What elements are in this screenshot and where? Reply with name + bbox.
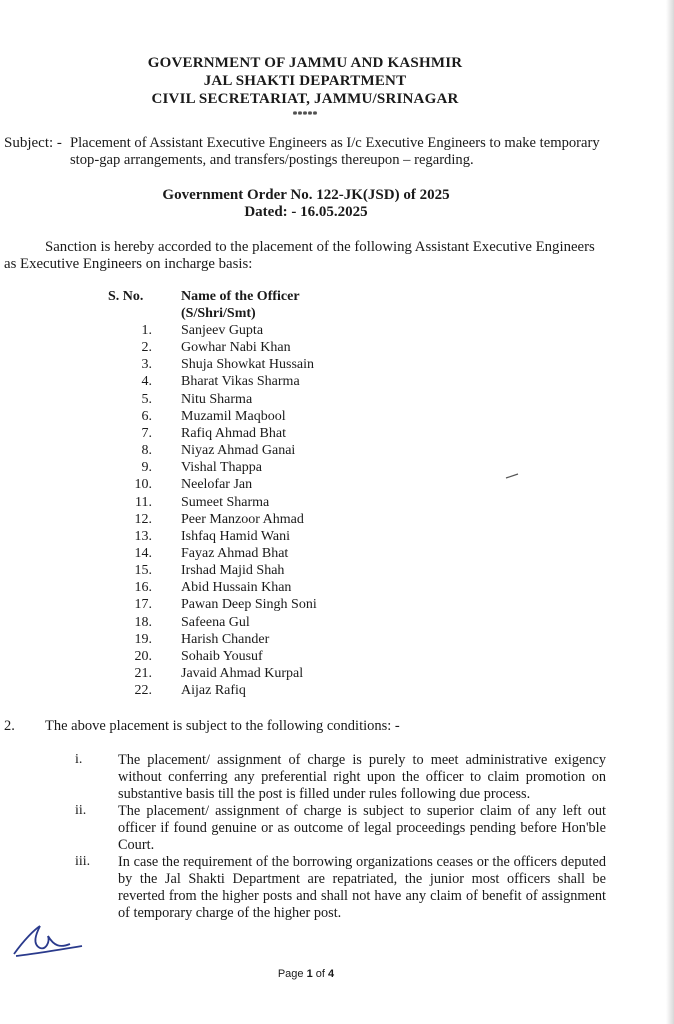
- header-government: GOVERNMENT OF JAMMU AND KASHMIR: [147, 55, 463, 71]
- officer-name: Nitu Sharma: [181, 391, 253, 407]
- officer-name: Abid Hussain Khan: [181, 580, 292, 596]
- condition-3-text: In case the requirement of the borrowing organizations ceases or the officers deputed by the Jal Shakti Department are repatriated, the junior most officers shall be reverted from the higher posts and shall not have any claim of benefit of assignment of temporary charge of the higher post.: [118, 854, 606, 921]
- officer-name: Aijaz Rafiq: [181, 683, 246, 699]
- officer-name: Harish Chander: [181, 631, 270, 647]
- order-number: Government Order No. 122-JK(JSD) of 2025: [162, 187, 450, 203]
- officer-row: [100, 665, 430, 682]
- officer-row: [100, 373, 430, 390]
- table-header-sno: S. No.: [108, 289, 144, 304]
- officer-row: [100, 391, 430, 408]
- officer-row: [100, 528, 430, 545]
- header-department: JAL SHAKTI DEPARTMENT: [203, 73, 407, 89]
- signature-mark: [10, 918, 90, 963]
- officer-name: Niyaz Ahmad Ganai: [181, 443, 296, 459]
- officer-name: Fayaz Ahmad Bhat: [181, 545, 289, 561]
- officer-serial: 8.: [141, 443, 152, 459]
- page-footer: [0, 968, 612, 980]
- officer-name: Sanjeev Gupta: [181, 323, 264, 338]
- officer-serial: 20.: [134, 648, 152, 664]
- officer-serial: 14.: [134, 545, 152, 561]
- officer-name: Javaid Ahmad Kurpal: [181, 666, 304, 681]
- para-2-text: The above placement is subject to the following conditions: -: [45, 718, 400, 734]
- officer-name: Neelofar Jan: [181, 477, 253, 493]
- subject-line-1: Placement of Assistant Executive Engineers as I/c Executive Engineers to make temporary: [70, 135, 600, 151]
- table-header-name: Name of the Officer: [181, 289, 300, 304]
- condition-3-number: iii.: [75, 854, 91, 869]
- officer-name: Rafiq Ahmad Bhat: [181, 425, 286, 441]
- officer-serial: 15.: [134, 563, 152, 579]
- officer-row: [100, 596, 430, 613]
- officer-serial: 22.: [134, 683, 152, 699]
- footer-page-current: 1: [306, 968, 313, 980]
- officer-row: [100, 648, 430, 665]
- officer-serial: 19.: [134, 631, 152, 647]
- officer-serial: 6.: [141, 408, 152, 424]
- officer-row: [100, 408, 430, 425]
- officer-name: Irshad Majid Shah: [181, 563, 285, 579]
- officer-serial: 13.: [134, 528, 152, 544]
- officer-serial: 5.: [141, 391, 152, 407]
- officer-row: [100, 425, 430, 442]
- officer-serial: 12.: [134, 511, 152, 527]
- officer-serial: 3.: [141, 357, 152, 373]
- officer-row: [100, 459, 430, 476]
- officer-row: [100, 545, 430, 562]
- officer-name: Bharat Vikas Sharma: [181, 374, 300, 390]
- officer-row: [100, 356, 430, 373]
- officer-name: Sohaib Yousuf: [181, 648, 263, 664]
- officer-name: Shuja Showkat Hussain: [181, 357, 314, 373]
- officer-name: Peer Manzoor Ahmad: [181, 511, 304, 527]
- officer-serial: 17.: [134, 597, 152, 613]
- footer-of-word: of: [315, 968, 325, 980]
- officer-row: [100, 614, 430, 631]
- officer-row: [100, 511, 430, 528]
- officer-serial: 21.: [134, 666, 152, 681]
- officer-serial: 10.: [134, 477, 152, 493]
- pen-mark: [505, 472, 519, 480]
- officer-row: [100, 339, 430, 356]
- officer-row: [100, 476, 430, 493]
- officer-row: [100, 442, 430, 459]
- subject-label: Subject: -: [4, 135, 62, 151]
- officer-row: [100, 631, 430, 648]
- subject-line-2: stop-gap arrangements, and transfers/postings thereupon – regarding.: [70, 152, 474, 168]
- officer-name: Safeena Gul: [181, 614, 250, 630]
- officer-serial: 11.: [135, 494, 152, 510]
- header-secretariat: CIVIL SECRETARIAT, JAMMU/SRINAGAR: [151, 91, 459, 107]
- condition-1-number: i.: [75, 752, 83, 767]
- officer-name: Ishfaq Hamid Wani: [181, 528, 291, 544]
- condition-2-number: ii.: [75, 803, 87, 818]
- officer-name: Sumeet Sharma: [181, 494, 270, 510]
- order-date: Dated: - 16.05.2025: [244, 204, 368, 220]
- footer-page-word: Page: [277, 968, 304, 980]
- table-header-name-sub: (S/Shri/Smt): [181, 306, 256, 321]
- header-stars: *****: [292, 110, 318, 121]
- officer-serial: 18.: [134, 614, 152, 630]
- page-edge-shadow: [666, 0, 674, 1024]
- officer-name: Pawan Deep Singh Soni: [181, 597, 317, 613]
- officer-row: [100, 494, 430, 511]
- officer-serial: 1.: [141, 323, 152, 338]
- footer-page-total: 4: [328, 968, 335, 980]
- officer-row: [100, 579, 430, 596]
- intro-line-2: as Executive Engineers on incharge basis:: [4, 256, 253, 272]
- officer-name: Muzamil Maqbool: [181, 408, 286, 424]
- officer-row: [100, 682, 430, 699]
- officer-name: Vishal Thappa: [181, 460, 262, 476]
- condition-1-text: The placement/ assignment of charge is purely to meet administrative exigency without conferring any preferential right upon the officer to claim promotion on substantive basis till the post is filled under rules following due process.: [118, 752, 606, 802]
- officer-serial: 7.: [141, 425, 152, 441]
- para-2-number: 2.: [4, 718, 15, 734]
- officer-row: [100, 322, 430, 339]
- officer-name: Gowhar Nabi Khan: [181, 340, 291, 356]
- officer-serial: 9.: [141, 460, 152, 476]
- intro-line-1: Sanction is hereby accorded to the placement of the following Assistant Executive Engineers: [45, 239, 595, 255]
- officer-serial: 16.: [134, 580, 152, 596]
- officer-serial: 2.: [141, 340, 152, 356]
- condition-2-text: The placement/ assignment of charge is subject to superior claim of any left out officer if found genuine or as outcome of legal proceedings pending before Hon'ble Court.: [118, 803, 606, 853]
- officer-row: [100, 562, 430, 579]
- officer-serial: 4.: [141, 374, 152, 390]
